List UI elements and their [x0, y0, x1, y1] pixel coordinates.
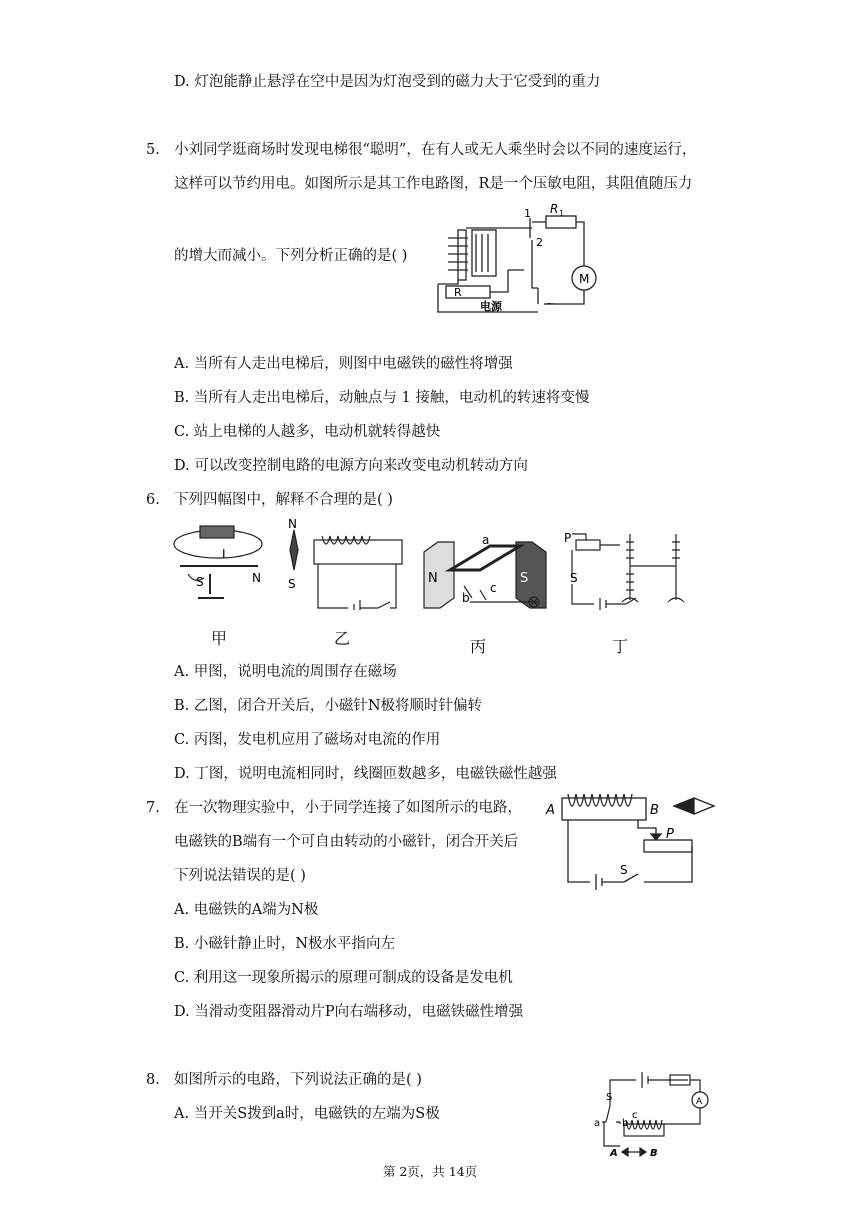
q8-number: 8. [146, 1072, 160, 1088]
q6-yi-label-n: N [288, 517, 297, 531]
q6-option-d: D. 丁图，说明电流相同时，线圈匝数越多，电磁铁磁性越强 [174, 766, 557, 782]
q5-figure-label-1: 1 [524, 207, 531, 220]
q6-bing-label-s: S [520, 571, 529, 586]
q7-figure-label-a: A [546, 803, 555, 818]
q4-option-d: D. 灯泡能静止悬浮在空中是因为灯泡受到的磁力大于它受到的重力 [174, 74, 601, 90]
q6-ding-label-p: P [564, 531, 572, 545]
q8-figure-label-bottom-b: B [650, 1148, 658, 1159]
q6-yi-label-s: S [288, 577, 296, 591]
q6-figure-ding [562, 528, 692, 612]
q5-figure-label-power: 电源 [480, 300, 502, 313]
q6-bing-label-n: N [428, 571, 438, 586]
q7-stem-line2: 电磁铁的B端有一个可自由转动的小磁针，闭合开关后 [174, 834, 519, 850]
q5-option-d: D. 可以改变控制电路的电源方向来改变电动机转动方向 [174, 458, 528, 474]
q5-figure-label-2: 2 [536, 236, 543, 249]
q6-jia-label-n: N [252, 571, 261, 585]
q5-figure-label-ac: ~ [546, 297, 556, 310]
q7-option-a: A. 电磁铁的A端为N极 [174, 902, 319, 918]
q6-figure-bing [420, 530, 550, 622]
q8-circuit-figure [592, 1066, 718, 1162]
q8-figure-label-a: a [594, 1118, 601, 1129]
q5-figure-label-r1-sub: 1 [559, 209, 565, 218]
q8-figure-label-meter: A [696, 1097, 703, 1107]
q8-option-a: A. 当开关S拨到a时，电磁铁的左端为S极 [174, 1106, 440, 1122]
q8-stem: 如图所示的电路，下列说法正确的是( ) [174, 1072, 422, 1088]
q7-option-d: D. 当滑动变阻器滑动片P向右端移动，电磁铁磁性增强 [174, 1004, 524, 1020]
q7-figure-label-b: B [650, 803, 659, 818]
q7-figure-label-p: P [666, 827, 674, 842]
q6-figure-yi [282, 516, 404, 610]
q5-stem-line1: 小刘同学逛商场时发现电梯很“聪明”，在有人或无人乘坐时会以不同的速度运行， [174, 142, 697, 158]
page-footer: 第 2页，共 14页 [382, 1164, 478, 1179]
q6-jia-label-s: S [196, 575, 204, 589]
q6-bing-label-c: c [490, 581, 497, 595]
q7-electromagnet-circuit-figure [544, 790, 716, 890]
q5-figure-label-r1: R [550, 202, 559, 216]
q6-jia-label-i: I [222, 547, 226, 561]
q5-figure-label-m: M [579, 272, 590, 286]
q8-figure-label-b: b [622, 1118, 629, 1129]
q6-caption-bing: 丙 [470, 637, 487, 656]
q5-figure-label-r: R [454, 286, 462, 299]
q5-stem-line2: 这样可以节约用电。如图所示是其工作电路图，R是一个压敏电阻，其阻值随压力 [174, 176, 693, 192]
q6-caption-ding: 丁 [612, 637, 629, 656]
q6-caption-yi: 乙 [334, 629, 351, 648]
q5-stem-line3: 的增大而减小。下列分析正确的是( ) [174, 248, 408, 264]
q6-caption-jia: 甲 [211, 629, 228, 648]
q5-option-c: C. 站上电梯的人越多，电动机就转得越快 [174, 424, 441, 440]
q5-option-a: A. 当所有人走出电梯后，则图中电磁铁的磁性将增强 [174, 356, 513, 372]
q7-figure-label-s: S [620, 863, 628, 877]
q5-elevator-circuit-figure [420, 200, 600, 316]
q6-number: 6. [146, 492, 160, 508]
q8-figure-label-c: c [632, 1110, 638, 1121]
q5-option-b: B. 当所有人走出电梯后，动触点与 1 接触，电动机的转速将变慢 [174, 390, 590, 406]
q6-ding-label-s: S [570, 571, 578, 585]
q5-number: 5. [146, 142, 160, 158]
q8-figure-label-s: S [606, 1092, 613, 1103]
q7-stem-line1: 在一次物理实验中，小于同学连接了如图所示的电路， [174, 800, 522, 816]
q6-option-c: C. 丙图，发电机应用了磁场对电流的作用 [174, 732, 441, 748]
q8-figure-label-bottom-a: A [610, 1148, 618, 1159]
q7-stem-line3: 下列说法错误的是( ) [174, 868, 306, 884]
q6-figure-jia [170, 518, 270, 610]
q6-stem: 下列四幅图中，解释不合理的是( ) [174, 492, 393, 508]
q7-option-c: C. 利用这一现象所揭示的原理可制成的设备是发电机 [174, 970, 513, 986]
q7-option-b: B. 小磁针静止时，N极水平指向左 [174, 936, 396, 952]
q6-bing-label-b: b [462, 591, 470, 605]
q6-bing-label-a: a [482, 533, 490, 547]
q6-option-a: A. 甲图，说明电流的周围存在磁场 [174, 664, 397, 680]
q6-option-b: B. 乙图，闭合开关后，小磁针N极将顺时针偏转 [174, 698, 483, 714]
q7-number: 7. [146, 800, 160, 816]
